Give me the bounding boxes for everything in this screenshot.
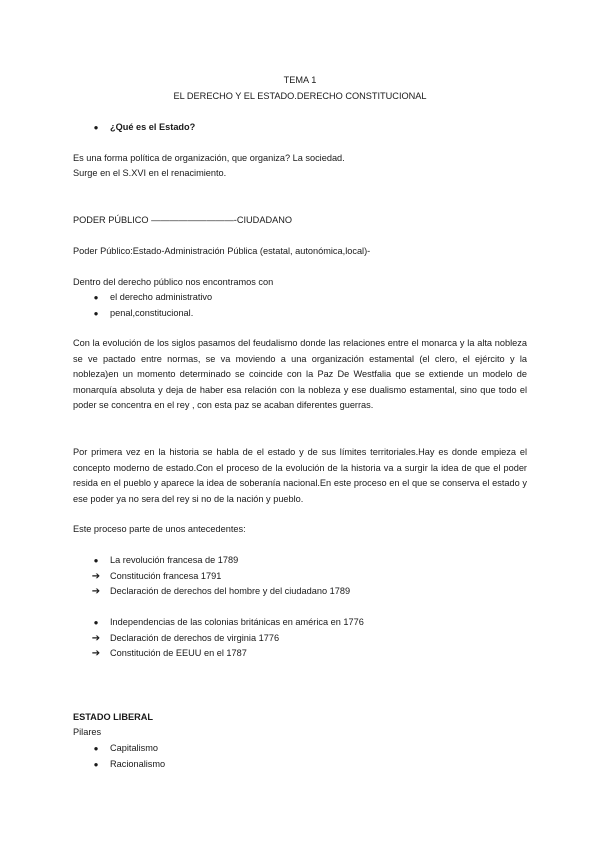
- bullet-icon: ●: [93, 556, 99, 565]
- arrow-right-icon: ➔: [91, 570, 101, 582]
- list-item: [73, 615, 364, 631]
- list-item: [73, 646, 364, 662]
- intro-line-1: Es una forma política de organización, que organiza? La sociedad.: [73, 153, 345, 163]
- section-heading-estado-liberal: ESTADO LIBERAL: [73, 712, 153, 722]
- list-item: [73, 306, 212, 322]
- list-item-text: penal,constitucional.: [110, 307, 194, 318]
- bullet-icon: ●: [93, 618, 99, 627]
- bullet-icon: ●: [93, 123, 99, 132]
- list-item-text: La revolución francesa de 1789: [110, 555, 239, 565]
- doc-subtitle: EL DERECHO Y EL ESTADO.DERECHO CONSTITUCIONAL: [173, 91, 427, 101]
- list-item: [73, 584, 350, 600]
- intro-line-2: Surge en el S.XVI en el renacimiento.: [73, 168, 227, 178]
- bullet-icon: ●: [93, 308, 99, 318]
- list-item: [73, 553, 350, 569]
- list-item-text: Declaración de derechos de virginia 1776: [110, 632, 280, 643]
- antecedentes-list-1: [73, 553, 350, 600]
- poder-ciudadano-line: PODER PÚBLICO —————————-CIUDADANO: [73, 215, 292, 225]
- list-item-text: el derecho administrativo: [110, 292, 213, 302]
- question-list: [73, 120, 195, 136]
- list-item: [73, 757, 165, 773]
- arrow-right-icon: ➔: [91, 648, 101, 659]
- list-item: [73, 741, 165, 757]
- list-item-text: Capitalismo: [110, 743, 158, 753]
- bullet-icon: ●: [93, 293, 99, 302]
- derecho-publico-intro: Dentro del derecho público nos encontramos con: [73, 277, 274, 287]
- list-item: [73, 569, 350, 585]
- bullet-icon: ●: [93, 759, 99, 769]
- antecedentes-list-2: [73, 615, 364, 662]
- pilares-label: Pilares: [73, 727, 102, 737]
- list-item: [73, 631, 364, 647]
- question-text: ¿Qué es el Estado?: [110, 122, 196, 132]
- doc-title: TEMA 1: [283, 75, 317, 85]
- antecedentes-intro: Este proceso parte de unos antecedentes:: [73, 524, 246, 534]
- list-item-text: Racionalismo: [110, 758, 166, 769]
- arrow-right-icon: ➔: [91, 632, 101, 644]
- list-item-text: Declaración de derechos del hombre y del ciudadano 1789: [110, 586, 351, 596]
- list-item-text: Constitución francesa 1791: [110, 570, 222, 581]
- list-item: [73, 290, 212, 306]
- pilares-list: [73, 741, 165, 772]
- poder-publico-definition: Poder Público:Estado-Administración Pública (estatal, autonómica,local)-: [73, 246, 371, 256]
- question-item: [73, 120, 195, 136]
- arrow-right-icon: ➔: [91, 586, 101, 597]
- derecho-publico-list: [73, 290, 212, 321]
- list-item-text: Independencias de las colonias británicas en américa en 1776: [110, 617, 364, 627]
- list-item-text: Constitución de EEUU en el 1787: [110, 648, 247, 658]
- bullet-icon: ●: [93, 744, 99, 753]
- paragraph-feudalismo: Con la evolución de los siglos pasamos del feudalismo donde las relaciones entre el monarca y la alta nobleza se ve pactado entre normas, se va moviendo a una organización estamental (el clero, el ejército y la nobleza)en un momento determinado se coincide con la Paz De Westfalia que se extiende un modelo de monarquía absoluta y deja de haber esa relación con la nobleza y ese dualismo estamental, sino que todo el poder se concentra en el rey , con esta paz se acaban diferentes guerras.: [73, 338, 527, 410]
- paragraph-estado-moderno: Por primera vez en la historia se habla de el estado y de sus límites territoriales.Hay es donde empieza el concepto moderno de estado.Con el proceso de la evolución de la historia va a surgir la idea de que el poder resida en el pueblo y aparece la idea de soberanía nacional.En este proceso en el que se conserva el estado y ese poder ya no sera del rey si no de la nación y pueblo.: [73, 447, 527, 504]
